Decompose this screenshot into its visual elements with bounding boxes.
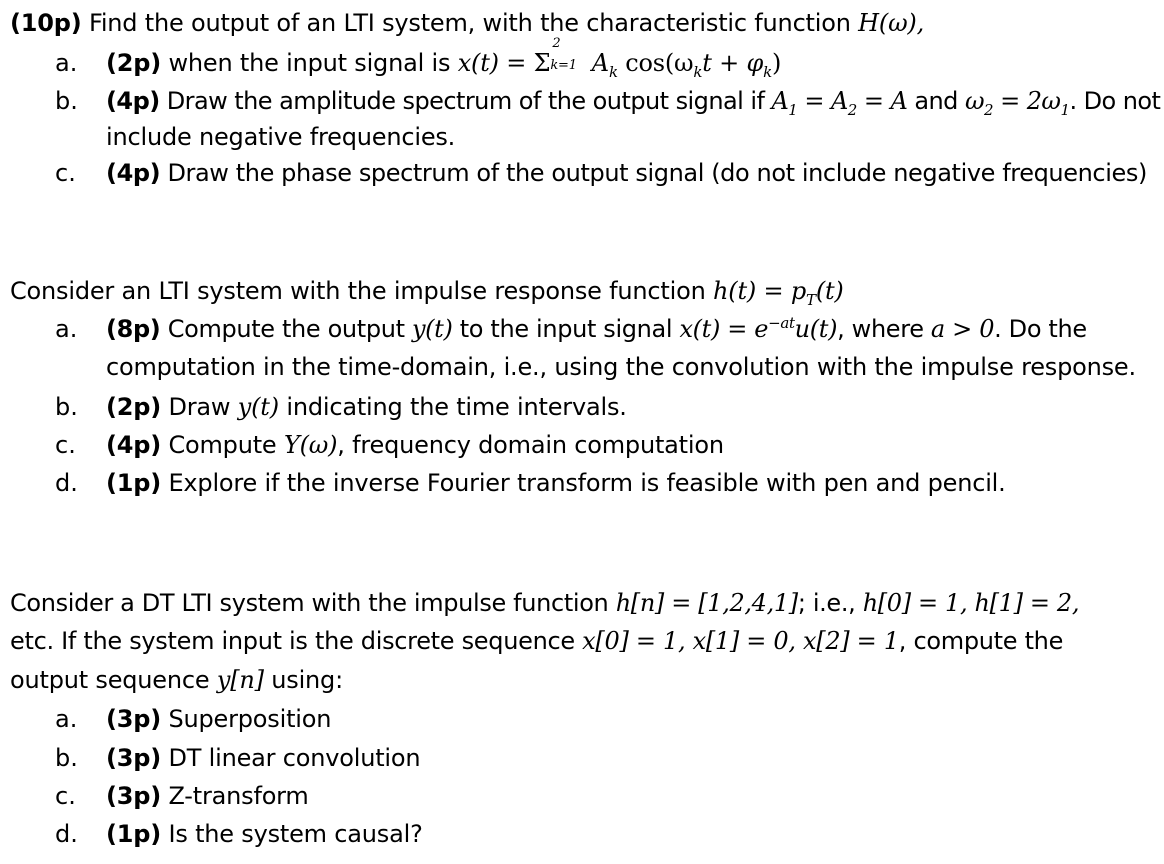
problem2-item-b-text: Draw <box>161 393 238 421</box>
problem3-item-b <box>106 743 420 773</box>
problem2-item-a-text-d: . Do the <box>994 315 1087 343</box>
problem2-item-c <box>106 430 724 460</box>
equals: = <box>797 87 831 115</box>
input-exponential <box>679 315 837 343</box>
omega-2: ω <box>964 87 984 115</box>
problem2-item-d-points: (1p) <box>106 469 162 497</box>
problem3-line2-text: etc. If the system input is the discrete sequence <box>10 627 583 655</box>
problem2-item-b-label: b. <box>55 393 78 421</box>
problem3-line2-text2: , compute the <box>898 627 1064 655</box>
problem2-item-d-text: Explore if the inverse Fourier transform is feasible with pen and pencil. <box>161 469 1006 497</box>
problem1-item-c-points: (4p) <box>106 159 161 187</box>
unit-step: u(t) <box>794 315 838 343</box>
amplitude-condition <box>771 87 908 119</box>
cos-rest: t + φ <box>702 49 764 77</box>
problem1-heading-math: H(ω), <box>858 9 925 37</box>
problem3-item-b-points: (3p) <box>106 744 162 772</box>
problem2-intro-text: Consider an LTI system with the impulse response function <box>10 277 714 305</box>
input-signal-x: x(t) = <box>457 49 534 77</box>
problem1-item-a-points: (2p) <box>106 49 162 77</box>
problem1-item-b <box>106 86 1161 119</box>
problem3-line1 <box>10 588 1079 618</box>
problem1-item-a-input-signal <box>457 36 782 81</box>
sub-2: 2 <box>847 100 857 119</box>
problem1-item-a <box>106 36 782 81</box>
problem3-item-a-points: (3p) <box>106 705 162 733</box>
problem1-heading <box>10 8 924 38</box>
problem3-item-d-text: Is the system causal? <box>161 820 423 848</box>
problem2-item-a-points: (8p) <box>106 315 161 343</box>
problem3-item-b-text: DT linear convolution <box>161 744 421 772</box>
problem2-item-b-text-b: indicating the time intervals. <box>278 393 627 421</box>
problem3-item-d-label: d. <box>55 820 78 848</box>
problem3-line3 <box>10 665 343 695</box>
output-sequence: y[n] <box>216 666 264 694</box>
input-sequence: x[0] = 1, x[1] = 0, x[2] = 1 <box>582 627 899 655</box>
summation-symbol: Σ <box>533 49 551 77</box>
problem1-item-a-text: when the input signal is <box>161 49 458 77</box>
problem2-item-d-label: d. <box>55 469 78 497</box>
problem3-item-c-label: c. <box>55 782 76 810</box>
subscript-k: k <box>693 62 703 81</box>
exponent: −at <box>768 314 795 332</box>
problem2-item-c-label: c. <box>55 431 76 459</box>
problem2-item-a-text-b: to the input signal <box>452 315 680 343</box>
impulse-values: h[0] = 1, h[1] = 2, <box>862 589 1080 617</box>
and-text: and <box>907 87 965 115</box>
frequency-condition <box>964 87 1070 119</box>
problem1-item-b-text: Draw the amplitude spectrum of the output signal if <box>159 87 772 115</box>
close-paren: ) <box>772 49 782 77</box>
problem1-item-b-points: (4p) <box>106 87 160 115</box>
problem2-item-b-points: (2p) <box>106 393 162 421</box>
amp-a2: A <box>830 87 848 115</box>
problem3-item-b-label: b. <box>55 744 78 772</box>
problem2-item-a-text-c: , where <box>837 315 931 343</box>
problem3-item-a <box>106 704 331 734</box>
subscript-k: k <box>608 62 618 81</box>
problem3-line3-text: output sequence <box>10 666 217 694</box>
impulse-response-arg: (t) <box>815 277 844 305</box>
input-x: x(t) = e <box>679 315 769 343</box>
subscript-k: k <box>763 62 773 81</box>
impulse-response-h: h(t) = p <box>713 277 806 305</box>
problem3-item-d-points: (1p) <box>106 820 162 848</box>
output-y: y(t) <box>237 393 279 421</box>
summation-limits <box>550 36 584 73</box>
impulse-sequence: h[n] = [1,2,4,1] <box>615 589 798 617</box>
problem1-item-c <box>106 158 1147 188</box>
problem1-points: (10p) <box>10 9 82 37</box>
problem2-item-b <box>106 392 627 422</box>
problem3-item-c-points: (3p) <box>106 782 162 810</box>
equals-2omega: = 2ω <box>992 87 1061 115</box>
spectrum-Y: Y(ω) <box>283 431 338 459</box>
problem2-intro <box>10 276 844 309</box>
problem2-item-d <box>106 468 1006 498</box>
problem3-item-c-text: Z-transform <box>161 782 309 810</box>
output-y: y(t) <box>411 315 453 343</box>
impulse-response-math <box>713 277 844 309</box>
problem2-item-a-label: a. <box>55 315 78 343</box>
problem3-line2 <box>10 626 1063 656</box>
problem1-item-c-label: c. <box>55 159 76 187</box>
sub-t: T <box>806 290 816 309</box>
condition-a: a > 0 <box>930 315 995 343</box>
sub-2: 2 <box>983 100 993 119</box>
problem3-line1-text: Consider a DT LTI system with the impulse function <box>10 589 616 617</box>
problem2-item-a <box>106 314 1087 344</box>
sub-1: 1 <box>1060 100 1070 119</box>
problem1-item-a-label: a. <box>55 49 78 77</box>
sub-1: 1 <box>788 100 798 119</box>
problem2-item-a-text: Compute the output <box>160 315 412 343</box>
problem1-item-b-line2: include negative frequencies. <box>106 123 456 151</box>
problem3-item-c <box>106 781 309 811</box>
problem1-item-b-label: b. <box>55 87 78 115</box>
problem3-item-d <box>106 819 423 849</box>
problem2-item-c-text: Compute <box>161 431 284 459</box>
problem3-item-a-label: a. <box>55 705 78 733</box>
problem2-item-a-line2: computation in the time-domain, i.e., using the convolution with the impulse response. <box>106 353 1136 381</box>
cos-open: cos(ω <box>617 49 694 77</box>
problem1-item-c-text: Draw the phase spectrum of the output signal (do not include negative frequencies) <box>160 159 1147 187</box>
problem2-item-c-text-b: , frequency domain computation <box>337 431 724 459</box>
problem1-heading-text: Find the output of an LTI system, with the characteristic function <box>81 9 859 37</box>
problem3-line3-text2: using: <box>263 666 343 694</box>
sum-upper-limit: 2 <box>552 36 561 51</box>
problem1-item-b-end: . Do not <box>1069 87 1161 115</box>
problem3-item-a-text: Superposition <box>161 705 332 733</box>
problem3-line1-text2: ; i.e., <box>797 589 863 617</box>
problem2-item-c-points: (4p) <box>106 431 162 459</box>
amplitude-term: A <box>584 49 609 77</box>
equals-a: = A <box>856 87 908 115</box>
sum-lower-limit: k=1 <box>550 58 577 73</box>
amp-a1: A <box>771 87 789 115</box>
